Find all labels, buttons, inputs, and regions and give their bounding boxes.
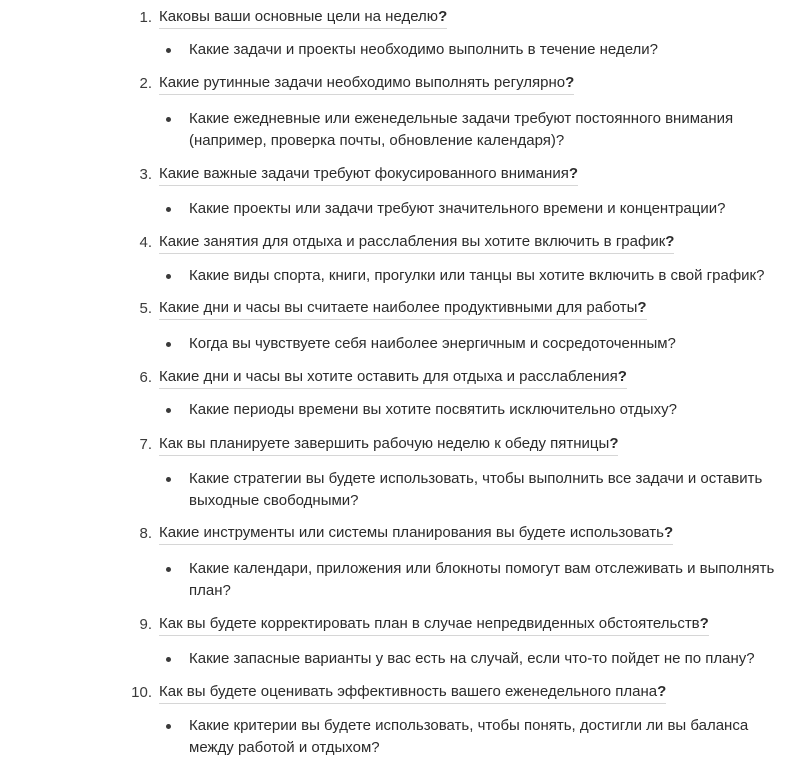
list-item bbox=[0, 434, 800, 456]
item-number: 10. bbox=[131, 684, 152, 701]
sub-question-text: Какие виды спорта, книги, прогулки или танцы вы хотите включить в свой график? bbox=[189, 267, 765, 284]
bullet-icon bbox=[166, 724, 171, 729]
sub-question-text: Какие календари, приложения или блокноты помогут вам отслеживать и выполнять план? bbox=[189, 560, 775, 599]
bullet-icon bbox=[166, 567, 171, 572]
list-item bbox=[0, 523, 800, 545]
question-text: Какие занятия для отдыха и расслабления вы хотите включить в график? bbox=[159, 232, 674, 254]
sub-list-item bbox=[0, 468, 800, 512]
item-number: 6. bbox=[139, 369, 152, 386]
sub-question-text: Какие задачи и проекты необходимо выполнить в течение недели? bbox=[189, 41, 659, 58]
list-item bbox=[0, 682, 800, 704]
bullet-icon bbox=[166, 117, 171, 122]
sub-list-item bbox=[0, 333, 800, 355]
sub-list-item bbox=[0, 715, 800, 759]
list-item bbox=[0, 73, 800, 95]
list-item bbox=[0, 7, 800, 29]
bullet-icon bbox=[166, 477, 171, 482]
sub-question-text: Какие критерии вы будете использовать, чтобы понять, достигли ли вы баланса между работой и отдыхом? bbox=[189, 717, 749, 756]
question-text: Какие рутинные задачи необходимо выполнять регулярно? bbox=[159, 73, 574, 95]
sub-question-text: Какие проекты или задачи требуют значительного времени и концентрации? bbox=[189, 200, 726, 217]
item-number: 2. bbox=[139, 75, 152, 92]
list-item bbox=[0, 367, 800, 389]
sub-list-item bbox=[0, 108, 800, 152]
sub-question-text: Какие запасные варианты у вас есть на случай, если что-то пойдет не по плану? bbox=[189, 650, 755, 667]
bullet-icon bbox=[166, 408, 171, 413]
list-item bbox=[0, 614, 800, 636]
sub-question-text: Какие ежедневные или еженедельные задачи требуют постоянного внимания (например, проверка почты, обновление календаря)? bbox=[189, 110, 734, 149]
question-text: Какие дни и часы вы считаете наиболее продуктивными для работы? bbox=[159, 298, 647, 320]
question-text: Какие дни и часы вы хотите оставить для отдыха и расслабления? bbox=[159, 367, 627, 389]
list-item bbox=[0, 298, 800, 320]
item-number: 7. bbox=[139, 436, 152, 453]
question-text: Какие инструменты или системы планирования вы будете использовать? bbox=[159, 523, 673, 545]
bullet-icon bbox=[166, 207, 171, 212]
list-item bbox=[0, 164, 800, 186]
item-number: 8. bbox=[139, 525, 152, 542]
question-text: Как вы будете оценивать эффективность вашего еженедельного плана? bbox=[159, 682, 666, 704]
list-item bbox=[0, 232, 800, 254]
item-number: 5. bbox=[139, 300, 152, 317]
sub-list-item bbox=[0, 648, 800, 670]
sub-list-item bbox=[0, 265, 800, 287]
bullet-icon bbox=[166, 657, 171, 662]
item-number: 1. bbox=[139, 9, 152, 26]
sub-question-text: Какие периоды времени вы хотите посвятить исключительно отдыху? bbox=[189, 401, 677, 418]
bullet-icon bbox=[166, 48, 171, 53]
sub-question-text: Какие стратегии вы будете использовать, чтобы выполнить все задачи и оставить выходные свободными? bbox=[189, 470, 763, 509]
item-number: 4. bbox=[139, 234, 152, 251]
item-number: 3. bbox=[139, 166, 152, 183]
question-text: Каковы ваши основные цели на неделю? bbox=[159, 7, 447, 29]
bullet-icon bbox=[166, 274, 171, 279]
item-number: 9. bbox=[139, 616, 152, 633]
sub-list-item bbox=[0, 399, 800, 421]
question-text: Как вы будете корректировать план в случае непредвиденных обстоятельств? bbox=[159, 614, 709, 636]
bullet-icon bbox=[166, 342, 171, 347]
question-text: Какие важные задачи требуют фокусированного внимания? bbox=[159, 164, 578, 186]
sub-list-item bbox=[0, 39, 800, 61]
sub-list-item bbox=[0, 198, 800, 220]
question-text: Как вы планируете завершить рабочую неделю к обеду пятницы? bbox=[159, 434, 618, 456]
sub-question-text: Когда вы чувствуете себя наиболее энергичным и сосредоточенным? bbox=[189, 335, 676, 352]
sub-list-item bbox=[0, 558, 800, 602]
